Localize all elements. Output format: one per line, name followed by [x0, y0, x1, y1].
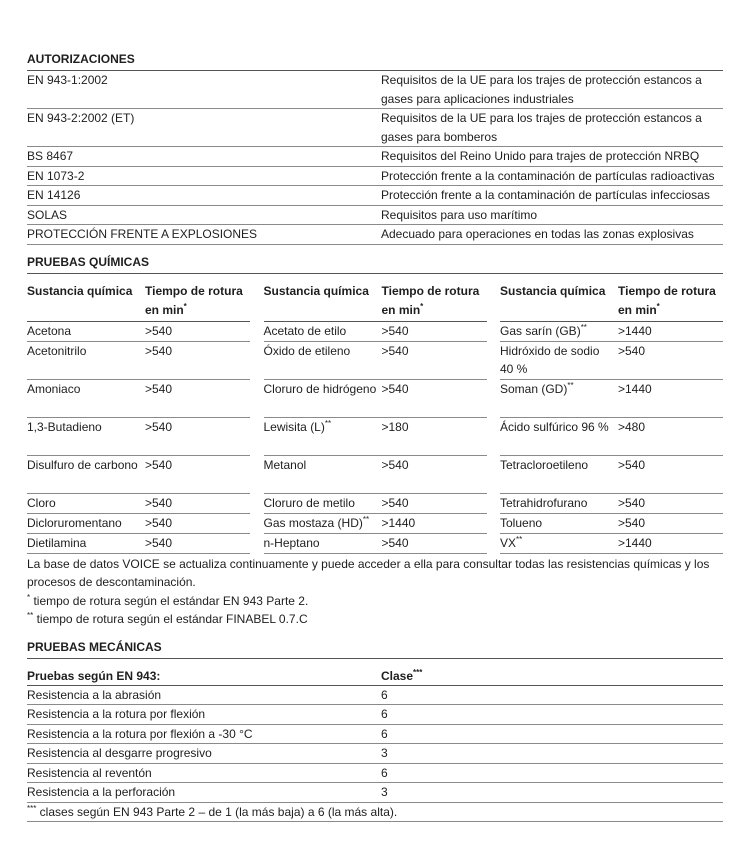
chemical-name [500, 494, 618, 513]
footnote-text: clases según EN 943 Parte 2 – de 1 (la más baja) a 6 (la más alta). [36, 804, 398, 819]
chemical-value: >1440 [618, 323, 652, 338]
chemical-name [500, 514, 618, 533]
mechanical-test: Resistencia a la rotura por flexión a -30 °C [27, 726, 253, 741]
chemical-row [264, 342, 487, 380]
chemical-mark: ** [580, 322, 587, 332]
chemical-column [264, 282, 487, 554]
mechanical-row [27, 764, 723, 784]
chemical-name-text: Disulfuro de carbono [27, 457, 138, 472]
chemical-value: >540 [381, 457, 409, 472]
chemical-name [264, 342, 382, 379]
chemical-row [27, 514, 250, 534]
chemical-row [500, 418, 723, 456]
chemical-column [27, 282, 250, 554]
chemical-mark: ** [516, 534, 523, 544]
chemical-name-text: Dicloruromentano [27, 515, 122, 530]
footnote-mark: * [27, 592, 31, 602]
authorization-row [27, 225, 723, 245]
footnote-mark: *** [27, 803, 37, 813]
chemical-row [27, 534, 250, 554]
chemical-name [500, 342, 618, 379]
authorizations-title: AUTORIZACIONES [27, 52, 723, 71]
chemical-name-text: Cloruro de hidrógeno [263, 381, 377, 396]
chemical-name-text: Amoniaco [27, 381, 81, 396]
chemical-name-text: Acetonitrilo [27, 343, 87, 358]
chemical-value: >540 [381, 343, 409, 358]
chemical-note: La base de datos VOICE se actualiza continuamente y puede acceder a ella para consultar todas las resistencias químicas y los procesos de descontaminación. [27, 556, 710, 589]
mechanical-header-test: Pruebas según EN 943: [27, 668, 161, 683]
chemical-name [500, 418, 618, 455]
chemical-title: PRUEBAS QUÍMICAS [27, 255, 723, 274]
chemical-header-substance: Sustancia química [263, 283, 369, 298]
chemical-name-text: Óxido de etileno [263, 343, 351, 358]
chemical-row [500, 514, 723, 534]
chemical-value: >540 [145, 381, 173, 396]
chemical-name-text: Cloruro de metilo [263, 495, 355, 510]
chemical-row [264, 322, 487, 342]
chemical-value: >180 [381, 419, 409, 434]
chemical-name-text: Dietilamina [27, 535, 87, 550]
chemical-row [500, 342, 723, 380]
chemical-table [27, 282, 723, 554]
chemical-value: >540 [381, 495, 409, 510]
chemical-name [500, 534, 618, 553]
authorization-standard: BS 8467 [27, 149, 74, 163]
mechanical-class: 3 [381, 746, 388, 760]
chemical-row [500, 380, 723, 418]
authorization-description: Protección frente a la contaminación de partículas infecciosas [381, 188, 710, 202]
mechanical-title: PRUEBAS MECÁNICAS [27, 640, 723, 659]
mechanical-class: 3 [381, 785, 388, 799]
chemical-mark: ** [567, 380, 574, 390]
time-label: Tiempo de rotura en min [618, 283, 716, 317]
mechanical-header-class [381, 667, 422, 685]
chemical-row [500, 494, 723, 514]
chemical-name [264, 418, 382, 455]
mechanical-class: 6 [381, 687, 388, 702]
authorization-standard: EN 1073-2 [27, 168, 85, 183]
chemical-value: >540 [145, 419, 173, 434]
chemical-row [500, 322, 723, 342]
chemical-value: >540 [618, 457, 646, 472]
chemical-name-text: Metanol [263, 457, 307, 472]
chemical-name-text: n-Heptano [263, 535, 320, 550]
authorization-row [27, 167, 723, 187]
mechanical-class: 6 [381, 726, 388, 741]
chemical-row [264, 380, 487, 418]
chemical-row [500, 534, 723, 554]
chemical-name [500, 456, 618, 493]
chemical-name-text: Acetona [27, 323, 72, 338]
chemical-row [27, 418, 250, 456]
chemical-name-text: Gas sarín (GB) [500, 323, 581, 338]
chemical-name [27, 494, 145, 513]
chemical-name [27, 342, 145, 379]
authorization-description: Requisitos para uso marítimo [381, 207, 538, 222]
chemical-name-text: Tetrahidrofurano [500, 495, 588, 510]
chemical-header-time [618, 282, 723, 320]
time-mark: * [656, 301, 660, 311]
chemical-mark: ** [324, 418, 332, 428]
authorization-standard: EN 943-2:2002 (ET) [27, 111, 135, 125]
chemical-header-time [382, 282, 487, 320]
footnote-text: tiempo de rotura según el estándar EN 943 Parte 2. [30, 593, 309, 608]
mechanical-test: Resistencia al reventón [27, 765, 152, 780]
chemical-name [500, 380, 618, 417]
chemical-header [264, 282, 487, 322]
mechanical-test: Resistencia a la perforación [27, 785, 176, 799]
authorization-description: Requisitos de la UE para los trajes de protección estancos a gases para aplicaciones industriales [381, 73, 702, 106]
chemical-value: >540 [381, 323, 409, 338]
chemical-value: >540 [145, 515, 173, 530]
chemical-value: >540 [145, 343, 173, 358]
mechanical-header [27, 667, 723, 686]
chemical-value: >480 [618, 419, 646, 434]
chemical-header-substance: Sustancia química [500, 283, 606, 298]
authorization-description: Requisitos de la UE para los trajes de protección estancos a gases para bomberos [381, 111, 702, 144]
authorization-description: Protección frente a la contaminación de partículas radioactivas [381, 168, 715, 183]
chemical-column [500, 282, 723, 554]
chemical-row [27, 456, 250, 494]
chemical-value: >540 [145, 535, 173, 550]
chemical-row [500, 456, 723, 494]
time-label: Tiempo de rotura en min [145, 283, 243, 317]
chemical-name-text: Tetracloroetileno [500, 457, 589, 472]
mechanical-row [27, 686, 723, 706]
chemical-footnote-1 [27, 592, 723, 611]
chemical-name-text: Cloro [27, 495, 56, 510]
authorization-standard: EN 943-1:2002 [27, 73, 108, 87]
chemical-row [27, 322, 250, 342]
chemical-value: >540 [145, 323, 173, 338]
chemical-row [27, 342, 250, 380]
footnote-text: tiempo de rotura según el estándar FINABEL 0.7.C [33, 612, 308, 626]
mechanical-class: 6 [381, 765, 388, 780]
mechanical-row [27, 783, 723, 803]
authorization-standard: PROTECCIÓN FRENTE A EXPLOSIONES [27, 227, 258, 241]
chemical-header-substance: Sustancia química [27, 283, 133, 298]
chemical-row [264, 494, 487, 514]
class-label: Clase [381, 668, 414, 683]
time-mark: * [183, 301, 187, 311]
mechanical-test: Resistencia a la rotura por flexión [27, 707, 206, 721]
chemical-value: >540 [618, 495, 646, 510]
class-mark: *** [413, 667, 423, 677]
chemical-name [27, 380, 145, 417]
mechanical-test: Resistencia al desgarre progresivo [27, 746, 212, 760]
chemical-value: >540 [145, 495, 173, 510]
authorizations-table [27, 71, 723, 245]
chemical-value: >540 [618, 515, 646, 530]
mechanical-table [27, 686, 723, 803]
chemical-name-text: Lewisita (L) [263, 419, 325, 434]
chemical-header [27, 282, 250, 322]
chemical-name [27, 418, 145, 455]
chemical-name-text: VX [500, 535, 517, 550]
authorization-standard: SOLAS [27, 207, 68, 222]
mechanical-class: 6 [381, 707, 388, 721]
chemical-value: >1440 [381, 515, 416, 530]
chemical-name-text: Tolueno [500, 515, 543, 530]
mechanical-row [27, 705, 723, 725]
mechanical-row [27, 725, 723, 745]
chemical-name [27, 322, 145, 341]
chemical-header [500, 282, 723, 322]
chemical-name [27, 534, 145, 553]
authorization-row [27, 186, 723, 206]
chemical-name-text: Ácido sulfúrico 96 % [500, 419, 609, 434]
chemical-value: >1440 [618, 535, 652, 550]
chemical-name [264, 534, 382, 553]
chemical-name [264, 494, 382, 513]
chemical-row [264, 418, 487, 456]
authorization-row [27, 206, 723, 226]
chemical-row [27, 380, 250, 418]
chemical-name [264, 380, 382, 417]
chemical-value: >540 [145, 457, 173, 472]
authorization-standard: EN 14126 [27, 188, 81, 202]
datasheet [27, 0, 723, 822]
mechanical-row [27, 744, 723, 764]
chemical-value: >540 [381, 381, 409, 396]
authorization-row [27, 147, 723, 167]
mechanical-footnote [27, 803, 723, 823]
chemical-name-text: 1,3-Butadieno [27, 419, 102, 434]
chemical-name-text: Soman (GD) [500, 381, 568, 396]
authorization-description: Adecuado para operaciones en todas las zonas explosivas [381, 227, 694, 241]
chemical-footnote-2 [27, 610, 723, 629]
chemical-name [264, 514, 382, 533]
chemical-value: >1440 [618, 381, 652, 396]
chemical-name-text: Hidróxido de sodio 40 % [500, 343, 600, 376]
time-label: Tiempo de rotura en min [381, 283, 480, 317]
footnote-mark: ** [27, 611, 34, 620]
chemical-name-text: Acetato de etilo [263, 323, 347, 338]
chemical-name-text: Gas mostaza (HD) [263, 515, 363, 530]
chemical-name [27, 514, 145, 533]
mechanical-test: Resistencia a la abrasión [27, 687, 162, 702]
chemical-row [264, 534, 487, 554]
chemical-row [264, 514, 487, 534]
chemical-name [264, 456, 382, 493]
authorization-description: Requisitos del Reino Unido para trajes de protección NRBQ [381, 149, 700, 163]
chemical-mark: ** [362, 514, 370, 524]
chemical-name [27, 456, 145, 493]
time-mark: * [420, 301, 424, 311]
chemical-name [264, 322, 382, 341]
chemical-value: >540 [618, 343, 646, 358]
chemical-header-time [145, 282, 250, 320]
authorization-row [27, 109, 723, 147]
chemical-value: >540 [381, 535, 409, 550]
authorization-row [27, 71, 723, 109]
chemical-row [27, 494, 250, 514]
chemical-row [264, 456, 487, 494]
chemical-name [500, 322, 618, 341]
